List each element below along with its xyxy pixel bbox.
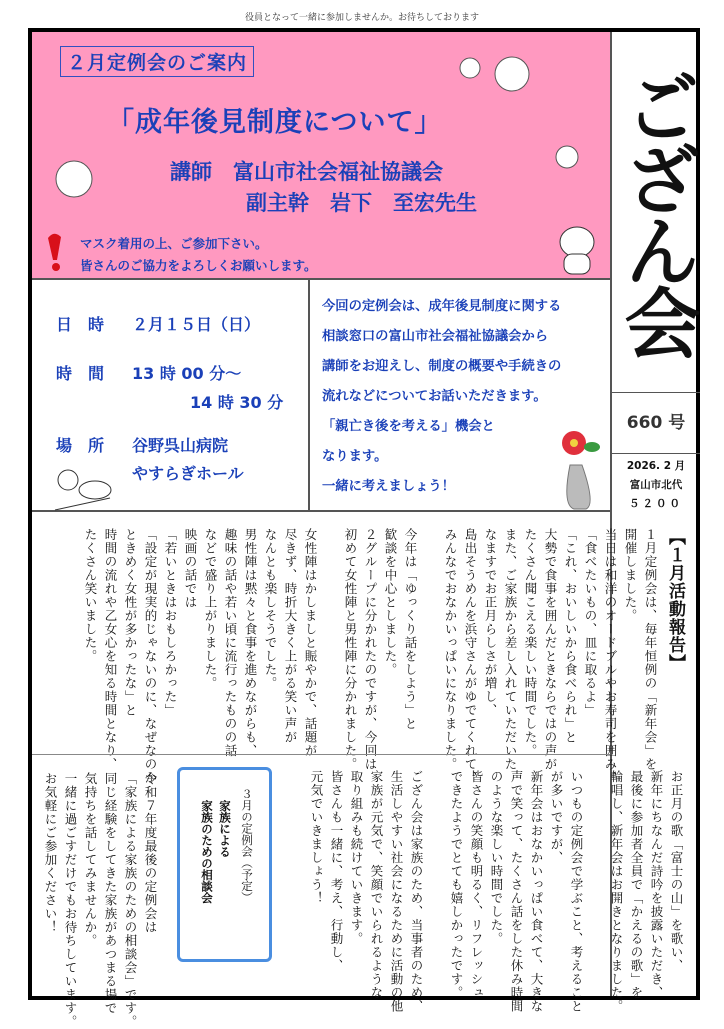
flower-icon: [452, 50, 582, 110]
meeting-label: ２月定例会のご案内: [60, 46, 254, 77]
lecturer-name: 副主幹 岩下 至宏先生: [246, 191, 477, 215]
report-line: 元気でいきましょう！: [309, 770, 324, 905]
report-line: 男性陣は黙々と食事を進めながらも、: [243, 528, 258, 758]
report-line: 映画の話では: [183, 528, 198, 609]
report-line: お正月の歌「富士の山」を歌い、: [669, 770, 684, 973]
report-line: 「若いときはおもしろかった」: [163, 528, 178, 717]
next-meeting-line: 「家族による家族のための相談会」です。: [123, 772, 138, 1029]
issue-postal: ５２００: [629, 498, 683, 510]
report-line: 島出そうめんを浜守さんがゆでてくれて、: [463, 528, 478, 785]
mask-note: マスク着用の上、ご参加下さい。: [80, 236, 268, 251]
report-heading: 【１月活動報告】: [665, 528, 685, 672]
meeting-description: [322, 292, 561, 502]
next-meeting-title1: 家族による: [218, 800, 232, 858]
next-meeting-scroll: [177, 767, 272, 962]
report-line: 皆さんの笑顔も明るく、リフレッシュ: [469, 770, 484, 1000]
report-line: 輪唱し、新年会はお開きとなりました。: [609, 770, 624, 1013]
report-line: 「設定が現実的じゃないのに、なぜなのか: [143, 528, 158, 785]
report-line: １月定例会は、毎年恒例の「新年会」を: [643, 528, 658, 771]
issue-info: [612, 454, 700, 516]
bird-illustration-icon: [50, 460, 120, 515]
report-line: 生活しやすい社会になるために活動の他: [389, 770, 404, 1013]
report-line: なんとも楽しそうでした。: [263, 528, 278, 690]
report-line: 最後に参加者全員で「かえるの歌」を: [629, 770, 644, 1000]
report-line: たくさん笑いました。: [83, 528, 98, 663]
report-line: 皆さんも一緒に、考え、行動し、: [329, 770, 344, 973]
report-line: 尽きず、時折大きく上がる笑い声が: [283, 528, 298, 744]
report-line: 歓談を中心としました。: [383, 528, 398, 677]
newsletter-title: ござん会: [612, 68, 701, 356]
report-line: 新年にちなんだ詩吟を披露いただき、: [649, 770, 664, 1000]
meeting-info: [32, 280, 310, 510]
report-line: などで盛り上がりました。: [203, 528, 218, 690]
flower-icon: [552, 142, 582, 172]
cooperation-note: 皆さんのご協力をよろしくお願いします。: [80, 258, 317, 273]
flower-icon: [52, 157, 97, 202]
section-divider: [32, 754, 610, 755]
intro-line: なります。: [322, 449, 388, 464]
next-meeting-line: 令和７年度最後の定例会は: [143, 772, 158, 934]
place-hall: やすらぎホール: [132, 464, 244, 483]
report-line: 今年は「ゆっくり話をしよう」と: [403, 528, 418, 731]
intro-line: 相談窓口の富山市社会福祉協議会から: [322, 329, 549, 344]
report-line: 新年会はおなかいっぱい食べて、大きな: [529, 770, 544, 1013]
time-label: 時 間: [56, 364, 105, 383]
intro-line: 流れなどについてお話いただきます。: [322, 389, 547, 404]
activity-report-bottom: [306, 770, 686, 1013]
next-meeting-line: 同じ経験をしてきた家族があつまる場で: [103, 772, 118, 1015]
report-line: なますでお正月らしさが増し、: [483, 528, 498, 717]
activity-report-top: [80, 528, 690, 785]
report-line: また、ご家族から差し入れていただいた: [503, 528, 518, 771]
lecture-title: 「成年後見制度について」: [107, 107, 443, 138]
report-line: [320, 528, 340, 754]
report-line: [586, 770, 606, 996]
intro-line: 一緒に考えましょう！: [322, 479, 455, 494]
report-line: 家族が元気で、笑顔でいられるような: [369, 770, 384, 1000]
next-meeting-description: [40, 772, 160, 1029]
report-line: 大勢で食事を囲んだときならではの声が: [543, 528, 558, 771]
report-line: 初めて女性陣と男性陣に分かれました。: [343, 528, 358, 771]
place-value: 谷野呉山病院: [132, 436, 229, 455]
meeting-details: [32, 280, 610, 512]
report-line: みんなでおなかいっぱいになりました。: [443, 528, 458, 771]
time-start: 13 時 00 分～: [132, 364, 242, 383]
report-line: たくさん聞こえる楽しい時間でした。: [523, 528, 538, 758]
report-line: 当日は和洋のオードブルやお寿司を囲み、: [603, 528, 618, 785]
report-line: ござん会は家族のため、当事者のため、: [409, 770, 424, 1013]
next-meeting-heading: ３月の定例会（予定）: [240, 788, 254, 903]
date-label: 日 時: [56, 315, 105, 334]
report-line: できたようでとても嬉しかったです。: [449, 770, 464, 1000]
top-note: 役員となって一緒に参加しませんか。お待ちしております: [244, 13, 479, 23]
date-value: ２月１５日（日）: [132, 315, 261, 334]
exclamation-icon: [44, 232, 66, 274]
report-line: 開催しました。: [623, 528, 638, 623]
intro-line: 講師をお迎えし、制度の概要や手続きの: [322, 359, 562, 374]
newsletter-frame: [28, 28, 701, 1029]
report-line: [420, 528, 440, 754]
report-line: 時間の流れや乙女心を知る時間となり、: [103, 528, 118, 771]
issue-number: 660 号: [612, 392, 700, 454]
announcement-header: [32, 32, 610, 280]
report-line: ２グループに分かれたのですが、今回は: [363, 528, 378, 771]
report-line: 「これ、おいしいから食べられ」と: [563, 528, 578, 744]
report-line: いつもの定例会で学ぶこと、考えること: [569, 770, 584, 1013]
issue-date: 2026. 2 月: [626, 460, 686, 472]
report-line: 趣味の話や若い頃に流行ったものの話: [223, 528, 238, 758]
next-meeting-line: 一緒に過ごすだけでもお待ちしています。: [63, 772, 78, 1029]
time-end: 14 時 30 分: [190, 393, 284, 412]
next-meeting-title2: 家族のための相談会: [200, 800, 214, 904]
report-line: が多いですが、: [549, 770, 564, 865]
next-meeting-line: 気持ちを話してみませんか。: [83, 772, 98, 948]
issue-place: 富山市北代: [629, 479, 683, 491]
report-line: ときめく女性が多かったな」と: [123, 528, 138, 717]
report-line: 取り組みも続けていきます。: [349, 770, 364, 946]
report-line: のような楽しい時間でした。: [489, 770, 504, 946]
report-line: 女性陣はかしましと賑やかで、話題が: [303, 528, 318, 758]
intro-line: 今回の定例会は、成年後見制度に関する: [322, 299, 562, 314]
report-line: 「食べたいもの、皿に取るよ」: [583, 528, 598, 717]
camellia-vase-icon: [552, 425, 607, 510]
intro-line: 「親亡き後を考える」機会と: [322, 419, 495, 434]
lecturer-organization: 講師 富山市社会福祉協議会: [170, 160, 443, 184]
report-line: 声で笑って、たくさん話をした休み時間: [509, 770, 524, 1013]
report-line: [426, 770, 446, 996]
dog-illustration-icon: [552, 222, 602, 277]
next-meeting-line: お気軽にご参加ください！: [43, 772, 58, 934]
place-label: 場 所: [56, 436, 105, 455]
